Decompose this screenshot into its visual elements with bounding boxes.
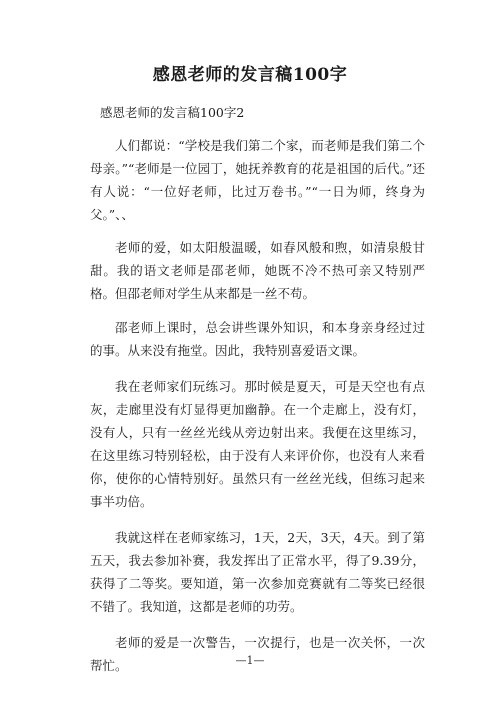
paragraph: 老师的爱，如太阳般温暖，如春风般和煦，如清泉般甘甜。我的语文老师是邵老师，她既不冷不热可亲又特别严格。但邵老师对学生从来都是一丝不苟。 xyxy=(90,240,425,301)
paragraph: 人们都说：“学校是我们第二个家，而老师是我们第二个母亲。”“老师是一位园丁，她抚养教育的花是祖国的后代。”还有人说：“一位好老师，比过万卷书。”“一日为师，终身为父。”、、 xyxy=(90,138,425,222)
document-subtitle: 感恩老师的发言稿100字2 xyxy=(100,105,245,120)
document-body xyxy=(90,134,425,690)
paragraph: 邵老师上课时，总会讲些课外知识，和本身亲身经过过的事。从来没有拖堂。因此，我特别喜爱语文课。 xyxy=(90,320,425,358)
paragraph: 我在老师家们玩练习。那时候是夏天，可是天空也有点灰，走廊里没有灯显得更加幽静。在一个走廊上，没有灯，没有人，只有一丝丝光线从旁边射出来。我便在这里练习，在这里练习特别轻松，由于没有人来评价你，也没有人来看你，使你的心情特别好。虽然只有一丝丝光线，但练习起来事半功倍。 xyxy=(90,379,425,509)
document-title: 感恩老师的发言稿100字 xyxy=(152,65,348,85)
page-number: —1— xyxy=(235,654,265,667)
paragraph: 老师的爱是一次警告，一次提行，也是一次关怀，一次帮忙。 xyxy=(90,635,425,673)
paragraph: 我就这样在老师家练习，1天，2天，3天，4天。到了第五天，我去参加补赛，我发挥出了正常水平，得了9.39分，获得了二等奖。要知道，第一次参加竞赛就有二等奖已经很不错了。我知道，这都是老师的功劳。 xyxy=(90,530,425,614)
